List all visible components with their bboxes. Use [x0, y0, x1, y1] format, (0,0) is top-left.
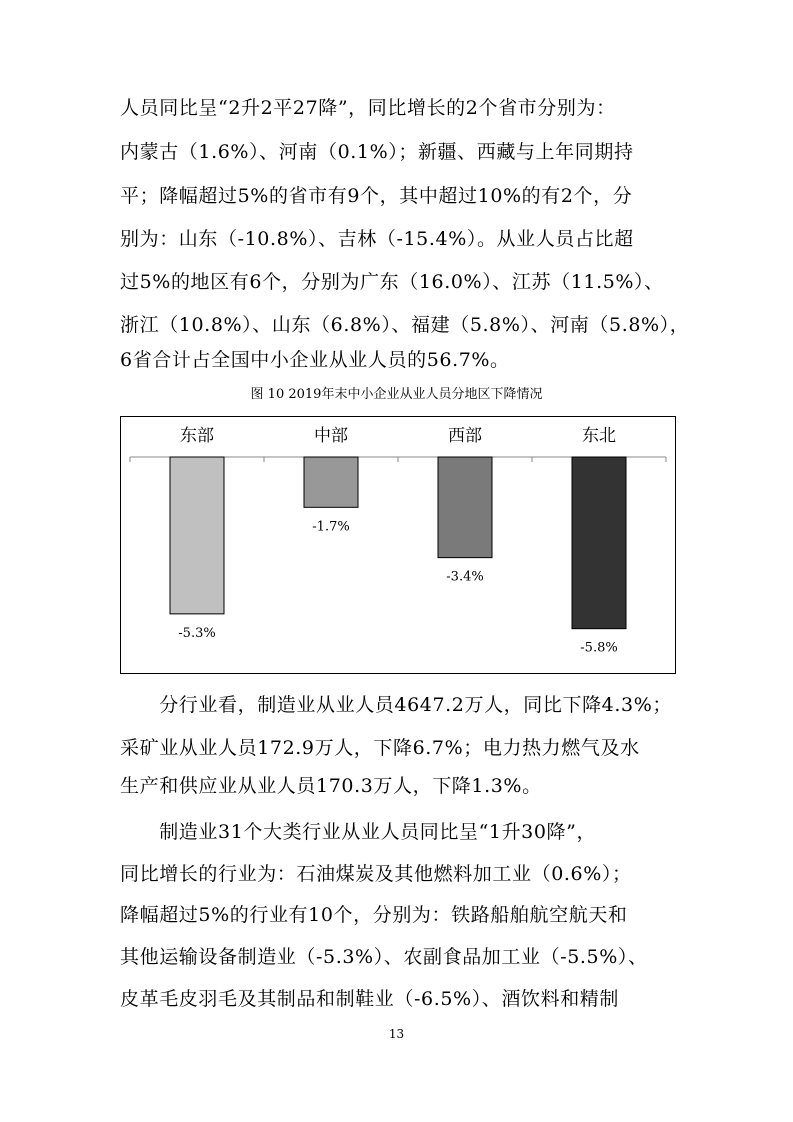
chart-data-label: -5.3% [178, 625, 216, 641]
body-text-line: 人员同比呈“2升2平27降”，同比增长的2个省市分别为： [120, 97, 616, 119]
chart-bar [170, 457, 224, 614]
page-number: 13 [388, 1027, 405, 1041]
body-text-line: 同比增长的行业为：石油煤炭及其他燃料加工业（0.6%）； [120, 863, 632, 885]
chart-data-label: -1.7% [312, 519, 350, 535]
chart-category-label: 东部 [180, 426, 214, 446]
figure-caption: 图 10 2019年末中小企业从业人员分地区下降情况 [250, 387, 543, 402]
chart-category-label: 东北 [582, 426, 616, 446]
body-text-line: 其他运输设备制造业（-5.3%）、农副食品加工业（-5.5%）、 [120, 946, 648, 968]
body-text-line: 6省合计占全国中小企业从业人员的56.7%。 [120, 349, 510, 371]
chart-data-label: -5.8% [580, 640, 618, 656]
body-text-line: 制造业31个大类行业从业人员同比呈“1升30降”， [120, 821, 597, 843]
body-text-line: 别为：山东（-10.8%）、吉林（-15.4%）。从业人员占比超 [120, 228, 634, 250]
chart-bar [572, 457, 626, 629]
body-text-line: 平；降幅超过5%的省市有9个，其中超过10%的有2个，分 [120, 185, 633, 207]
body-text-line: 采矿业从业人员172.9万人，下降6.7%；电力热力燃气及水 [120, 737, 640, 759]
body-text-line: 浙江（10.8%）、山东（6.8%）、福建（5.8%）、河南（5.8%）， [120, 314, 690, 336]
body-text-line: 过5%的地区有6个，分别为广东（16.0%）、江苏（11.5%）、 [120, 271, 664, 293]
chart-category-label: 西部 [448, 426, 482, 446]
body-text-line: 分行业看，制造业从业人员4647.2万人，同比下降4.3%； [120, 694, 672, 716]
body-text-line: 皮革毛皮羽毛及其制品和制鞋业（-6.5%）、酒饮料和精制 [120, 988, 619, 1010]
chart-data-label: -3.4% [446, 569, 484, 585]
chart-bar [304, 457, 358, 507]
chart-bar [438, 457, 492, 558]
chart-category-label: 中部 [314, 426, 348, 446]
region-bar-chart [120, 416, 676, 674]
body-text-line: 降幅超过5%的行业有10个，分别为：铁路船舶航空航天和 [120, 904, 628, 926]
body-text-line: 生产和供应业从业人员170.3万人，下降1.3%。 [120, 775, 542, 797]
chart-svg [120, 416, 676, 674]
body-text-line: 内蒙古（1.6%）、河南（0.1%）；新疆、西藏与上年同期持 [120, 141, 634, 163]
